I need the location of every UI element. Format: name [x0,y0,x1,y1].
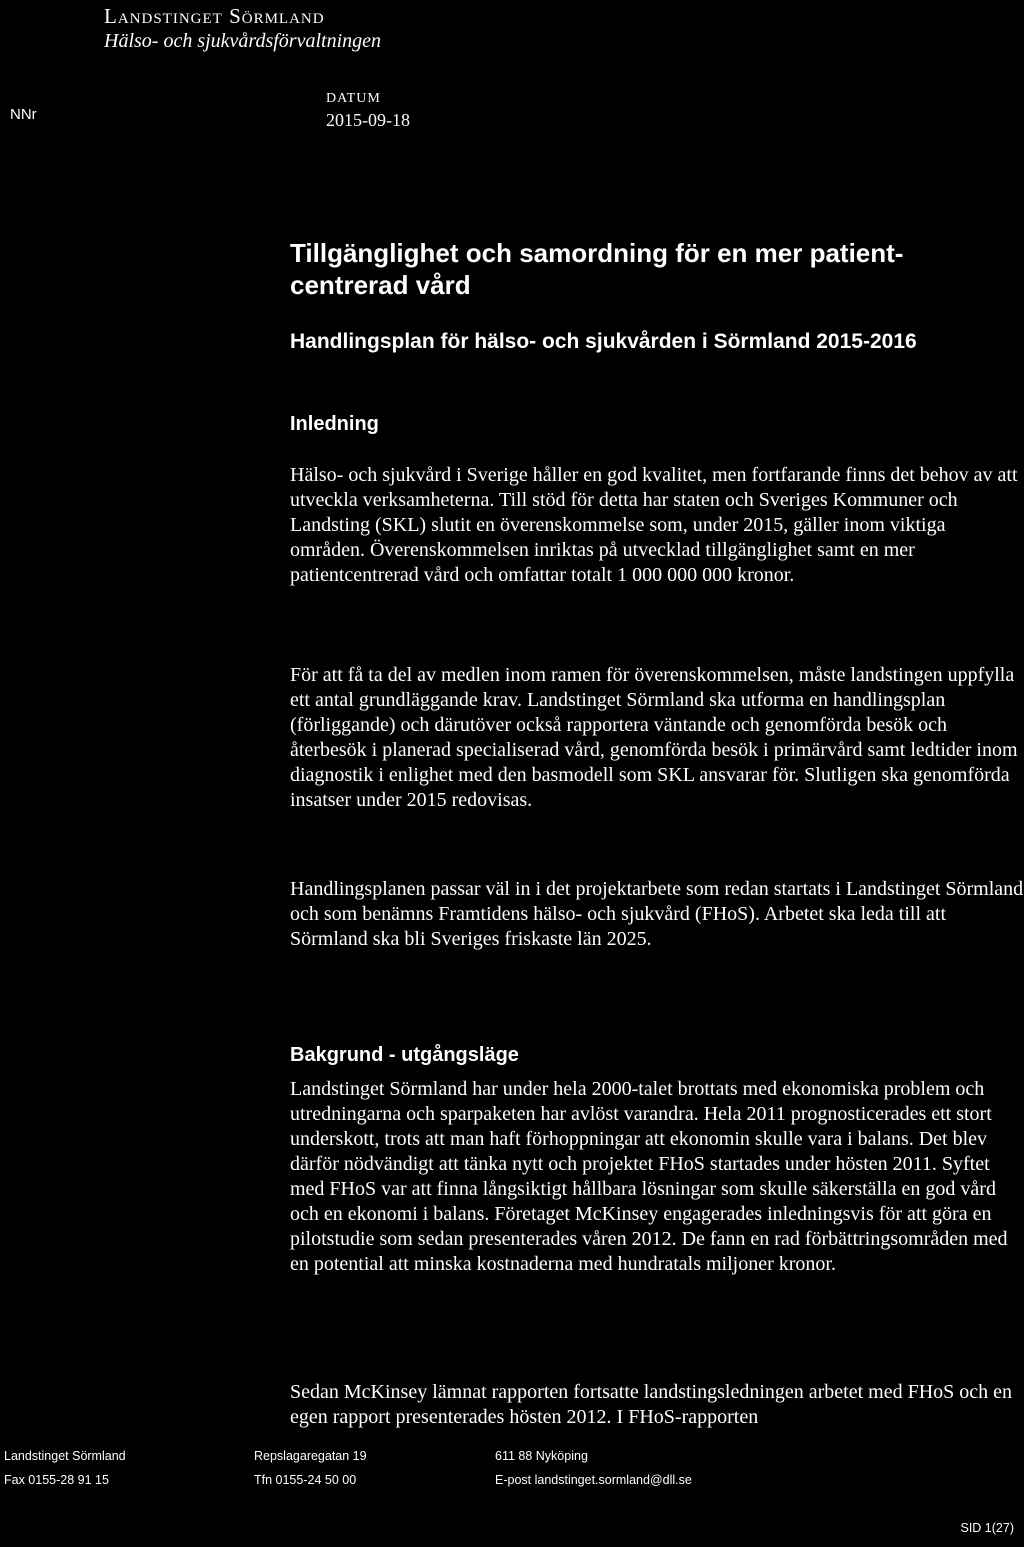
paragraph: Landstinget Sörmland har under hela 2000-talet brottats med ekonomiska problem och utredningarna och sparpaketen har avlöst varandra. Hela 2011 prognosticerades ett stort underskott, trots att man haft förhoppningar att ekonomin skulle vara i balans. Det blev därför nödvändigt att tänka nytt och projektet FHoS startades under hösten 2011. Syftet med FHoS var att finna långsiktigt hållbara lösningar som skulle säkerställa en god vård och en ekonomi i balans. Företaget McKinsey engagerades inledningsvis för att göra en pilotstudie som sedan presenterades våren 2012. De fann en rad förbättringsområden med en potential att minska kostnaderna med hundratals miljoner kronor. [290,1078,1008,1275]
date-value: 2015-09-18 [326,110,410,130]
paragraph: Hälso- och sjukvård i Sverige håller en god kvalitet, men fortfarande finns det behov av att utveckla verksamheterna. Till stöd för detta har staten och Sveriges Kommuner och Landsting (SKL) slutit en överenskommelse som, under 2015, gäller inom viktiga områden. Överenskommelsen inriktas på utvecklad tillgänglighet samt en mer patientcentrerad vård och omfattar totalt 1 000 000 000 kronor. [290,464,1018,586]
department-name: Hälso- och sjukvårdsförvaltningen [104,30,382,52]
footer-organization: Landstinget Sörmland [4,1449,126,1463]
footer-postal-city: 611 88 Nyköping [495,1449,588,1463]
footer-street-address: Repslagaregatan 19 [254,1449,367,1463]
paragraph: Sedan McKinsey lämnat rapporten fortsatte landstingsledningen arbetet med FHoS och en egen rapport presenterades hösten 2012. I FHoS-rapporten [290,1381,1013,1428]
paragraph: Handlingsplanen passar väl in i det projektarbete som redan startats i Landstinget Sörmland och som benämns Framtidens hälso- och sjukvård (FHoS). Arbetet ska leda till att Sörmland ska bli Sveriges friskaste län 2025. [290,878,1024,950]
organization-name: Landstinget Sörmland [104,4,325,28]
paragraph: För att få ta del av medlen inom ramen för överenskommelsen, måste landstingen uppfylla ett antal grundläggande krav. Landstinget Sörmland ska utforma en handlingsplan (förliggande) och därutöver också rapportera väntande och genomförda besök och återbesök i planerad specialiserad vård, genomförda besök i primärvård samt ledtider inom diagnostik i enlighet med den basmodell som SKL ansvarar för. Slutligen ska genomförda insatser under 2015 redovisas. [290,664,1018,811]
date-label: DATUM [326,91,381,106]
footer-fax: Fax 0155-28 91 15 [4,1473,109,1487]
footer-telephone: Tfn 0155-24 50 00 [254,1473,357,1487]
section-heading-inledning: Inledning [290,413,379,435]
page-number: SID 1(27) [960,1521,1014,1535]
nnr-label: NNr [10,106,37,123]
document-subtitle: Handlingsplan för hälso- och sjukvården i Sörmland 2015-2016 [290,330,917,353]
footer-email: E-post landstinget.sormland@dll.se [495,1473,692,1487]
document-title: Tillgänglighet och samordning för en mer patient-centrerad vård [290,238,904,300]
section-heading-bakgrund: Bakgrund - utgångsläge [290,1044,519,1066]
